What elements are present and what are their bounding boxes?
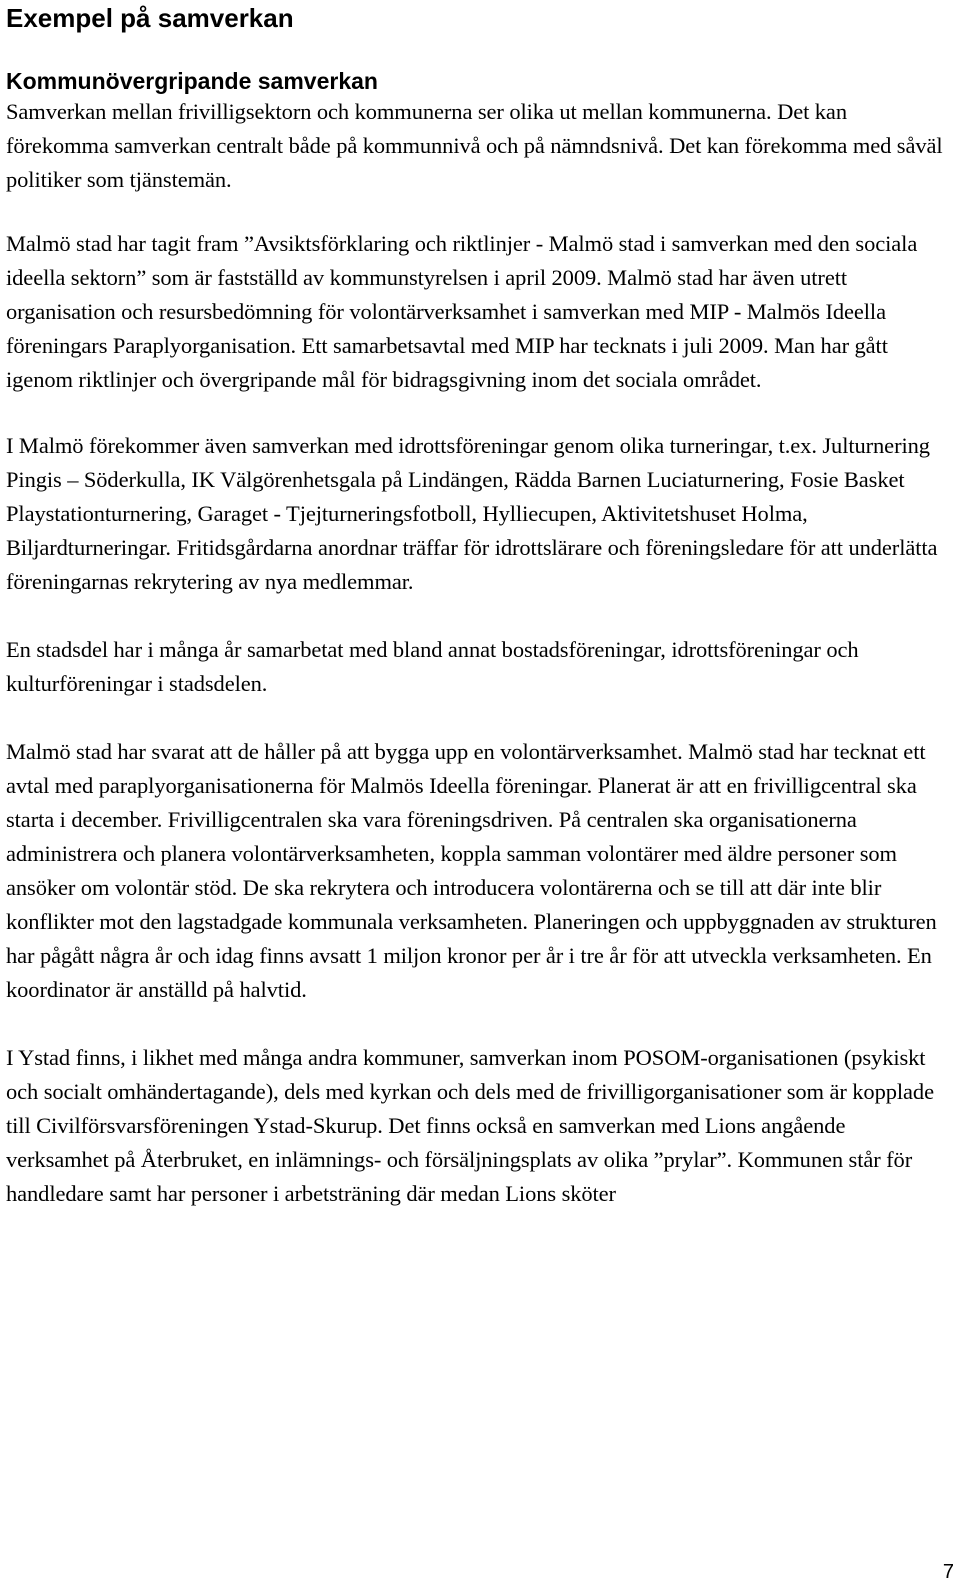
paragraph-intro: Samverkan mellan frivilligsektorn och kommunerna ser olika ut mellan kommunerna. Det kan förekomma samverkan centralt både på kommunnivå och på nämndsnivå. Det kan förekomma med såväl politiker som tjänstemän. <box>6 99 943 192</box>
document-page <box>6 0 946 1211</box>
paragraph-ystad: I Ystad finns, i likhet med många andra kommuner, samverkan inom POSOM-organisationen (psykiskt och socialt omhändertagande), dels med kyrkan och dels med de frivilligorganisationer som är kopplade till Civilförsvarsföreningen Ystad-Skurup. Det finns också en samverkan med Lions angående verksamhet på Återbruket, en inlämnings- och försäljningsplats av olika ”prylar”. Kommunen står för handledare samt har personer i arbetsträning där medan Lions sköter <box>6 1045 934 1206</box>
paragraph-sports-clubs: I Malmö förekommer även samverkan med idrottsföreningar genom olika turneringar, t.ex. Julturnering Pingis – Söderkulla, IK Välgörenhetsgala på Lindängen, Rädda Barnen Luciaturnering, Fosie Basket Playstationturnering, Garaget - Tjejturneringsfotboll, Hylliecupen, Aktivitetshuset Holma, Biljardturneringar. Fritidsgårdarna anordnar träffar för idrottslärare och föreningsledare för att underlätta föreningarnas rekrytering av nya medlemmar. <box>6 433 938 594</box>
section-heading: Kommunövergripande samverkan <box>6 68 378 94</box>
paragraph-city-district: En stadsdel har i många år samarbetat med bland annat bostadsföreningar, idrottsföreningar och kulturföreningar i stadsdelen. <box>6 637 859 696</box>
paragraph-volunteer-activity: Malmö stad har svarat att de håller på att bygga upp en volontärverksamhet. Malmö stad har tecknat ett avtal med paraplyorganisationerna för Malmös Ideella föreningar. Planerat är att en frivilligcentral ska starta i december. Frivilligcentralen ska vara föreningsdriven. På centralen ska organisationerna administrera och planera volontärverksamheten, koppla samman volontärer med äldre personer som ansöker om volontär stöd. De ska rekrytera och introducera volontärerna och se till att där inte blir konflikter mot den lagstadgade kommunala verksamheten. Planeringen och uppbyggnaden av strukturen har pågått några år och idag finns avsatt 1 miljon kronor per år i tre år för att utveckla verksamheten. En koordinator är anställd på halvtid. <box>6 739 937 1002</box>
document-title: Exempel på samverkan <box>6 3 294 33</box>
paragraph-malmo-guidelines: Malmö stad har tagit fram ”Avsiktsförklaring och riktlinjer - Malmö stad i samverkan med den sociala ideella sektorn” som är fastställd av kommunstyrelsen i april 2009. Malmö stad har även utrett organisation och resursbedömning för volontärverksamhet i samverkan med MIP - Malmös Ideella föreningars Paraplyorganisation. Ett samarbetsavtal med MIP har tecknats i juli 2009. Man har gått igenom riktlinjer och övergripande mål för bidragsgivning inom det sociala området. <box>6 231 918 392</box>
page-number: 7 <box>942 1561 954 1583</box>
